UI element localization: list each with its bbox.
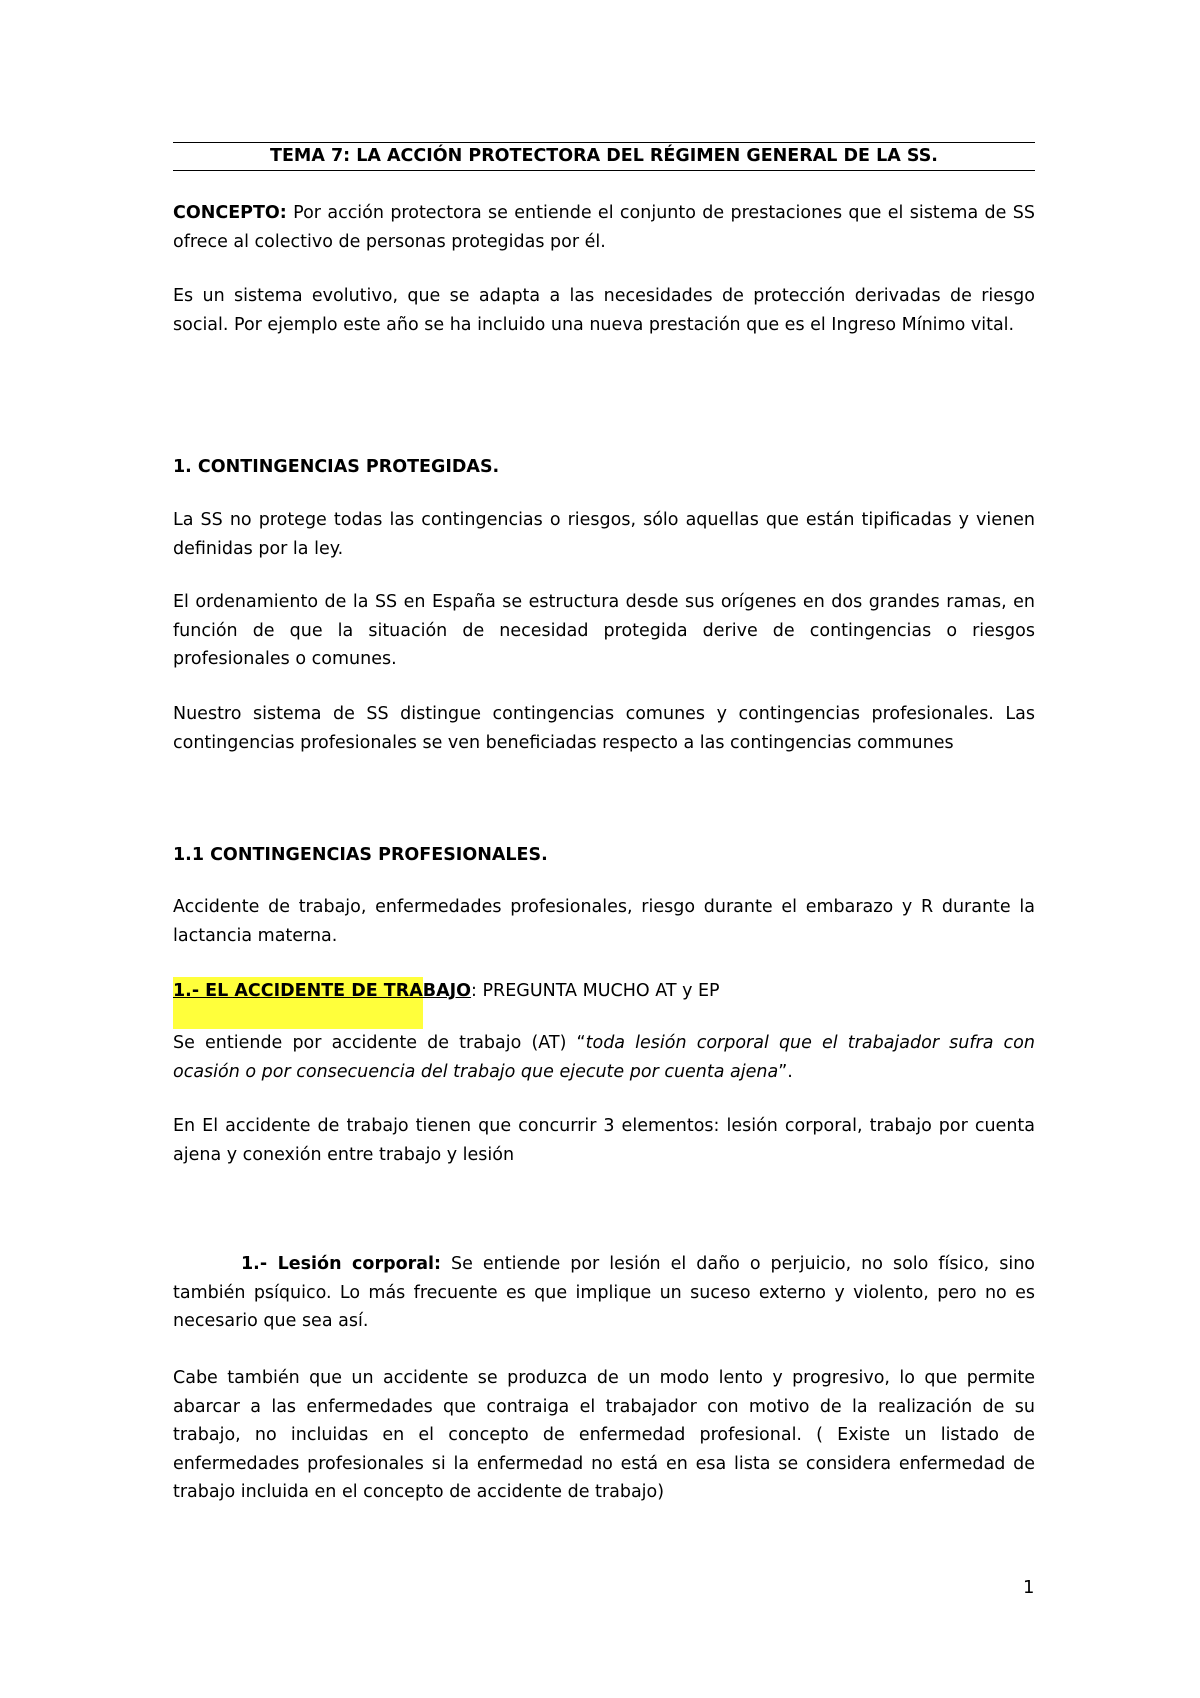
at-definition-quote: toda lesión corporal que el trabajador sufra con ocasión o por consecuencia del trabajo que ejecute por cuenta ajena	[173, 1033, 1035, 1082]
at-definition-suffix: ”.	[778, 1061, 793, 1082]
cabe-paragraph: Cabe también que un accidente se produzca de un modo lento y progresivo, lo que permite abarcar a las enfermedades que contraiga el trabajador con motivo de la realización de su trabajo, no incluidas en el concepto de enfermedad profesional. ( Existe un listado de enfermedades profesionales si la enfermedad no está en esa lista se considera enfermedad de trabajo incluida en el concepto de accidente de trabajo)	[173, 1368, 1035, 1502]
section1-heading: 1. CONTINGENCIAS PROTEGIDAS.	[173, 457, 500, 477]
concepto-text: Por acción protectora se entiende el conjunto de prestaciones que el sistema de SS ofrece al colectivo de personas protegidas por él.	[173, 203, 1035, 252]
section1-paragraph-2: El ordenamiento de la SS en España se estructura desde sus orígenes en dos grandes ramas, en función de que la situación de necesidad protegida derive de contingencias o riesgos profesionales o comunes.	[173, 592, 1035, 669]
lesion-paragraph	[173, 1250, 1035, 1336]
at-colon: :	[471, 981, 477, 1001]
section11-paragraph-1: Accidente de trabajo, enfermedades profesionales, riesgo durante el embarazo y R durante la lactancia materna.	[173, 897, 1035, 946]
section1-paragraph-3: Nuestro sistema de SS distingue contingencias comunes y contingencias profesionales. Las contingencias profesionales se ven beneficiadas respecto a las contingencias communes	[173, 704, 1035, 753]
at-note: PREGUNTA MUCHO AT y EP	[476, 981, 720, 1001]
at-definition-prefix: Se entiende por accidente de trabajo (AT) “	[173, 1033, 586, 1053]
concepto-label: CONCEPTO:	[173, 203, 287, 223]
at-heading: 1.- EL ACCIDENTE DE TRABAJO	[173, 981, 472, 1001]
page-number: 1	[1023, 1577, 1035, 1598]
evolutivo-paragraph: Es un sistema evolutivo, que se adapta a las necesidades de protección derivadas de riesgo social. Por ejemplo este año se ha incluido una nueva prestación que es el Ingreso Mínimo vital.	[173, 286, 1035, 335]
lesion-text: Se entiende por lesión el daño o perjuicio, no solo físico, sino también psíquico. Lo más frecuente es que implique un suceso externo y violento, pero no es necesario que sea así.	[173, 1254, 1036, 1331]
section11-heading: 1.1 CONTINGENCIAS PROFESIONALES.	[173, 845, 548, 865]
concepto-paragraph	[173, 199, 1035, 256]
section1-paragraph-1: La SS no protege todas las contingencias o riesgos, sólo aquellas que están tipificadas y vienen definidas por la ley.	[173, 510, 1035, 559]
document-title: TEMA 7: LA ACCIÓN PROTECTORA DEL RÉGIMEN GENERAL DE LA SS.	[173, 142, 1035, 171]
at-definition-paragraph	[173, 1029, 1035, 1086]
at-elements-paragraph: En El accidente de trabajo tienen que concurrir 3 elementos: lesión corporal, trabajo por cuenta ajena y conexión entre trabajo y lesión	[173, 1116, 1035, 1165]
lesion-label: 1.- Lesión corporal:	[241, 1254, 442, 1274]
at-heading-line	[173, 977, 1035, 1006]
